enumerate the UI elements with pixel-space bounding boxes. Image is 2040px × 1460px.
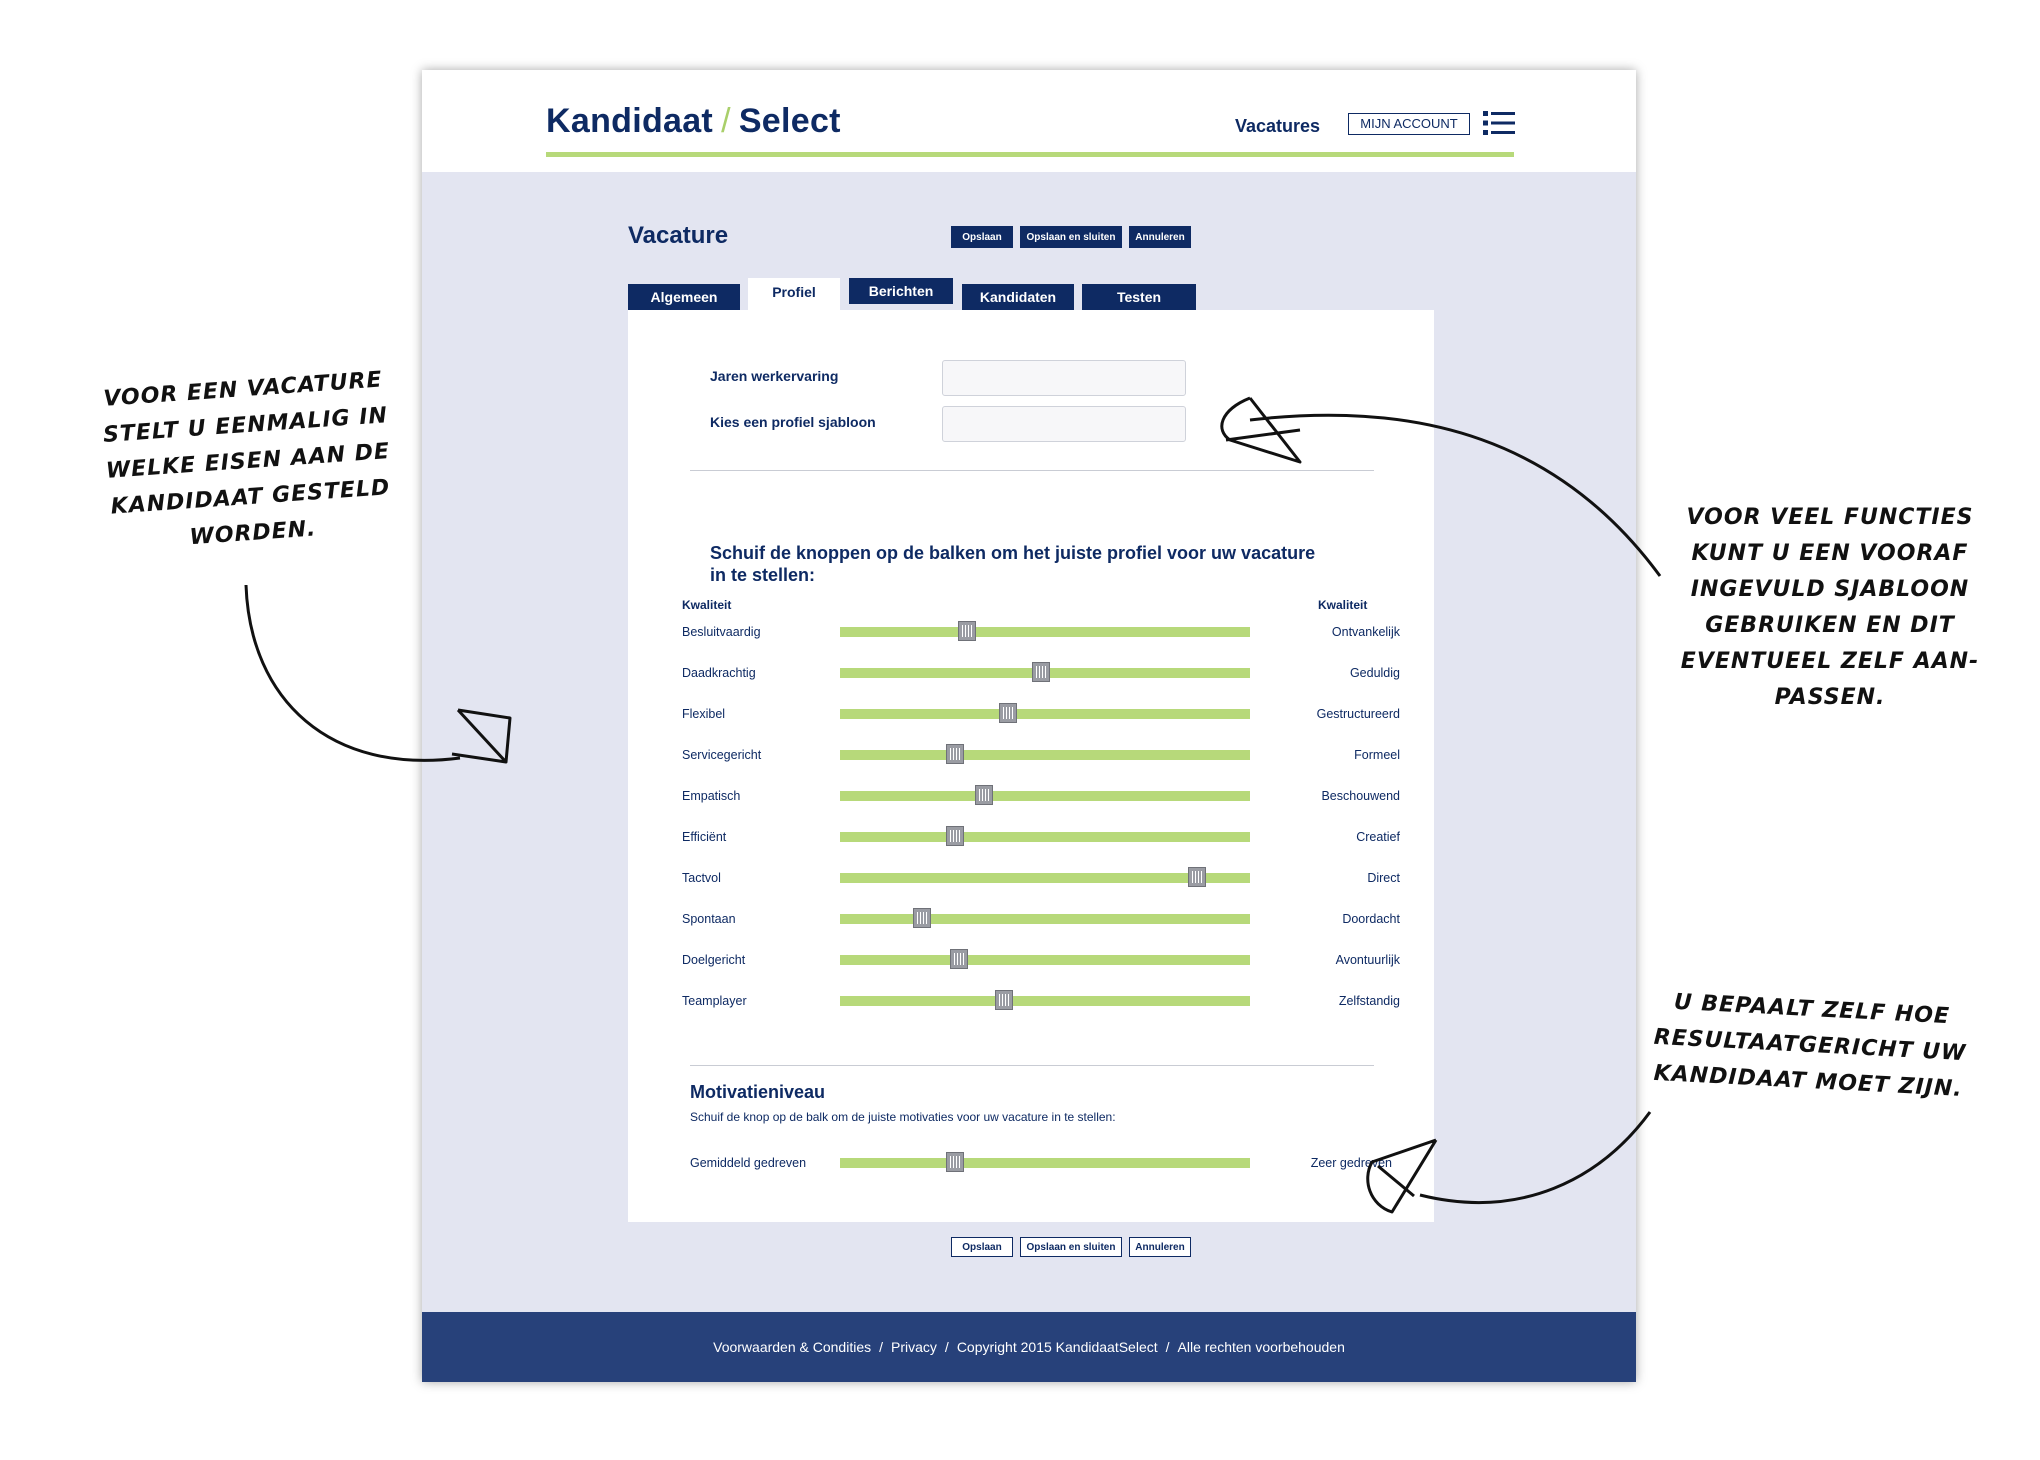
footer-separator: / (944, 1339, 949, 1355)
save-button-top[interactable]: Opslaan (951, 226, 1013, 248)
slider-right-label: Ontvankelijk (1331, 625, 1400, 639)
slider-track[interactable] (840, 996, 1250, 1006)
annotation-line: VOOR VEEL FUNCTIES (1686, 505, 1974, 530)
logo-separator: / (721, 102, 731, 140)
annotation-line: WELKE EISEN AAN DE (105, 439, 391, 484)
slider-knob[interactable] (958, 621, 976, 641)
profile-template-label: Kies een profiel sjabloon (710, 414, 876, 430)
app-window (422, 70, 1636, 1382)
motivation-left-label: Gemiddeld gedreven (690, 1156, 807, 1170)
profile-instruction: Schuif de knoppen op de balken om het juiste profiel voor uw vacature in te stellen: (710, 543, 1316, 585)
annotation-line: KANDIDAAT MOET ZIJN. (1653, 1060, 1964, 1103)
motivation-subtitle: Schuif de knop op de balk om de juiste motivaties voor uw vacature in te stellen: (690, 1110, 1116, 1124)
annotation-line: VOOR EEN VACATURE (102, 367, 384, 412)
slider-left-label: Teamplayer (682, 994, 747, 1008)
slider-left-label: Tactvol (682, 871, 721, 885)
motivation-right-label: Zeer gedreven (1310, 1156, 1392, 1170)
cancel-button-top[interactable]: Annuleren (1129, 226, 1191, 248)
years-experience-input[interactable] (942, 360, 1186, 396)
tab-testen[interactable]: Testen (1082, 284, 1196, 310)
annotation-line: STELT U EENMALIG IN (102, 403, 389, 449)
annotation-line: GEBRUIKEN EN DIT (1705, 613, 1955, 638)
divider (690, 470, 1374, 471)
slider-track[interactable] (840, 914, 1250, 924)
slider-track[interactable] (840, 955, 1250, 965)
slider-left-label: Empatisch (682, 789, 741, 803)
annotation-line: INGEVULD SJABLOON (1690, 577, 1970, 602)
motivation-slider-knob[interactable] (946, 1152, 964, 1172)
slider-track[interactable] (840, 627, 1250, 637)
slider-right-label: Direct (1367, 871, 1400, 885)
list-icon[interactable] (1483, 110, 1515, 136)
slider-knob[interactable] (999, 703, 1017, 723)
annotation-line: KUNT U EEN VOORAF (1691, 541, 1969, 566)
slider-right-label: Zelfstandig (1338, 994, 1400, 1008)
slider-knob[interactable] (950, 949, 968, 969)
footer-link-terms[interactable]: Voorwaarden & Condities (713, 1339, 872, 1355)
slider-track[interactable] (840, 668, 1250, 678)
site-footer (422, 1312, 1636, 1382)
slider-knob[interactable] (1188, 867, 1206, 887)
slider-knob[interactable] (946, 826, 964, 846)
slider-left-label: Flexibel (682, 707, 726, 721)
slider-left-label: Efficiënt (682, 830, 727, 844)
cancel-button-bottom[interactable]: Annuleren (1129, 1237, 1191, 1257)
slider-track[interactable] (840, 873, 1250, 883)
annotation-line: WORDEN. (188, 516, 318, 551)
site-header (422, 70, 1636, 172)
slider-right-label: Geduldig (1349, 666, 1400, 680)
tab-algemeen[interactable]: Algemeen (628, 284, 740, 310)
slider-track[interactable] (840, 750, 1250, 760)
footer-rights: Alle rechten voorbehouden (1177, 1339, 1345, 1355)
my-account-button[interactable]: MIJN ACCOUNT (1348, 113, 1470, 135)
tab-berichten[interactable]: Berichten (849, 278, 953, 304)
slider-right-label: Beschouwend (1321, 789, 1400, 803)
annotation-line: KANDIDAAT GESTELD (109, 475, 392, 520)
footer-link-privacy[interactable]: Privacy (891, 1339, 937, 1355)
slider-left-label: Doelgericht (682, 953, 746, 967)
slider-track[interactable] (840, 832, 1250, 842)
divider (690, 1065, 1374, 1066)
header-accent-line (546, 152, 1514, 157)
annotation-right-bottom (1637, 983, 1982, 1109)
profile-panel (628, 310, 1434, 1222)
save-close-button-bottom[interactable]: Opslaan en sluiten (1020, 1237, 1122, 1257)
slider-right-label: Formeel (1354, 748, 1400, 762)
footer-copyright: Copyright 2015 KandidaatSelect (956, 1339, 1158, 1355)
logo-select: Select (738, 102, 841, 140)
slider-left-label: Spontaan (682, 912, 736, 926)
slider-left-label: Daadkrachtig (682, 666, 756, 680)
annotation-line: EVENTUEEL ZELF AAN- (1680, 649, 1980, 674)
slider-knob[interactable] (995, 990, 1013, 1010)
right-column-header: Kwaliteit (1318, 598, 1368, 612)
tab-profiel[interactable]: Profiel (748, 278, 840, 310)
annotation-right-top (1660, 500, 2000, 716)
slider-right-label: Gestructureerd (1316, 707, 1400, 721)
slider-knob[interactable] (975, 785, 993, 805)
motivation-title: Motivatieniveau (690, 1082, 826, 1102)
slider-left-label: Besluitvaardig (682, 625, 761, 639)
annotation-line: RESULTAATGERICHT UW (1653, 1024, 1967, 1067)
left-column-header: Kwaliteit (682, 598, 732, 612)
footer-separator: / (879, 1339, 884, 1355)
save-button-bottom[interactable]: Opslaan (951, 1237, 1013, 1257)
annotation-line: U BEPAALT ZELF HOE (1673, 989, 1951, 1030)
nav-link-vacatures[interactable]: Vacatures (1235, 116, 1321, 136)
motivation-slider-track[interactable] (840, 1158, 1250, 1168)
logo-kandidaat: Kandidaat (546, 102, 714, 140)
logo[interactable] (546, 102, 841, 141)
tab-kandidaten[interactable]: Kandidaten (962, 284, 1074, 310)
slider-right-label: Doordacht (1342, 912, 1400, 926)
slider-track[interactable] (840, 709, 1250, 719)
years-experience-label: Jaren werkervaring (710, 368, 839, 384)
slider-knob[interactable] (946, 744, 964, 764)
slider-knob[interactable] (1032, 662, 1050, 682)
slider-left-label: Servicegericht (682, 748, 762, 762)
profile-template-input[interactable] (942, 406, 1186, 442)
save-close-button-top[interactable]: Opslaan en sluiten (1020, 226, 1122, 248)
footer-separator: / (1165, 1339, 1170, 1355)
slider-knob[interactable] (913, 908, 931, 928)
slider-track[interactable] (840, 791, 1250, 801)
annotation-left (72, 360, 424, 563)
page-title: Vacature (628, 222, 729, 249)
annotation-line: PASSEN. (1774, 685, 1886, 710)
slider-right-label: Avontuurlijk (1335, 953, 1400, 967)
slider-right-label: Creatief (1356, 830, 1400, 844)
